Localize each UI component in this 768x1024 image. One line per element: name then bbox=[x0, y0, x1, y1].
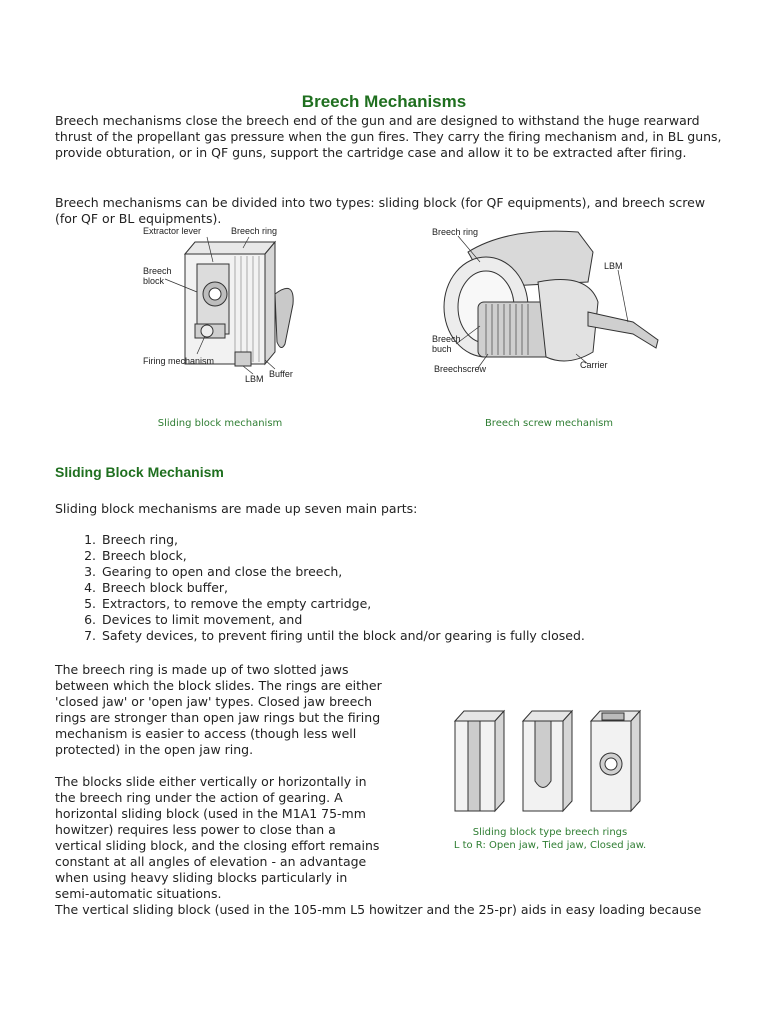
list-item: 7. Safety devices, to prevent firing until the block and/or gearing is fully closed. bbox=[100, 628, 720, 644]
caption-sliding-block: Sliding block mechanism bbox=[157, 418, 283, 429]
label-breech-ring: Breech ring bbox=[231, 226, 278, 236]
breech-rings-figure bbox=[450, 706, 650, 821]
caption-breech-screw: Breech screw mechanism bbox=[484, 418, 614, 429]
label-breech-bush-line1: Breech bbox=[432, 334, 461, 344]
breech-screw-figure bbox=[428, 222, 668, 382]
intro-paragraph-1: Breech mechanisms close the breech end of the gun and are designed to withstand the huge rearward thrust of the propellant gas pressure when the gun fires. They carry the firing mechanism and, in BL guns, provide obturation, or in QF guns, support the cartridge case and allow it to be extracted after firing. bbox=[55, 113, 722, 160]
label-carrier: Carrier bbox=[580, 360, 608, 370]
label-breech-block-line1: Breech bbox=[143, 266, 172, 276]
list-item: 3. Gearing to open and close the breech, bbox=[100, 564, 720, 580]
list-item: 5. Extractors, to remove the empty cartridge, bbox=[100, 596, 720, 612]
blocks-paragraph: The blocks slide either vertically or horizontally in the breech ring under the action of gearing. A horizontal sliding block (used in the M1A1 75-mm howitzer) requires less power to close than a vertical sliding block, and the closing effort remains constant at all angles of elevation - an advantage when using heavy sliding blocks particularly in semi-automatic situations. bbox=[55, 774, 380, 901]
label-firing-mechanism: Firing mechanism bbox=[143, 356, 215, 366]
label-buffer: Buffer bbox=[269, 369, 293, 379]
label-screw-breech-ring: Breech ring bbox=[432, 227, 479, 237]
section-heading: Sliding Block Mechanism bbox=[55, 464, 224, 480]
vertical-block-paragraph: The vertical sliding block (used in the 105-mm L5 howitzer and the 25-pr) aids in easy loading because bbox=[55, 902, 702, 917]
parts-list bbox=[55, 532, 720, 644]
page-title: Breech Mechanisms bbox=[301, 92, 467, 111]
list-item: 2. Breech block, bbox=[100, 548, 720, 564]
list-item: 1. Breech ring, bbox=[100, 532, 720, 548]
list-item: 6. Devices to limit movement, and bbox=[100, 612, 720, 628]
caption-breech-rings-line2: L to R: Open jaw, Tied jaw, Closed jaw. bbox=[453, 840, 647, 851]
caption-breech-rings bbox=[440, 826, 660, 852]
sliding-block-illustration bbox=[135, 224, 310, 389]
label-extractor-lever: Extractor lever bbox=[143, 226, 202, 236]
label-breech-block-line2: block bbox=[143, 276, 165, 286]
intro-paragraph-2: Breech mechanisms can be divided into two types: sliding block (for QF equipments), and breech screw (for QF or BL equipments). bbox=[55, 195, 706, 226]
list-item: 4. Breech block buffer, bbox=[100, 580, 720, 596]
caption-breech-rings-line1: Sliding block type breech rings bbox=[472, 827, 628, 838]
breech-ring-paragraph: The breech ring is made up of two slotted jaws between which the block slides. The rings are either 'closed jaw' or 'open jaw' types. Closed jaw breech rings are stronger than open jaw rings but the firing mechanism is easier to access (though less well protected) in the open jaw ring. bbox=[55, 662, 382, 757]
breech-rings-illustration bbox=[450, 706, 650, 821]
label-screw-lbm: LBM bbox=[604, 261, 623, 271]
label-breech-bush-line2: buch bbox=[432, 344, 452, 354]
section-intro: Sliding block mechanisms are made up seven main parts: bbox=[55, 501, 418, 516]
label-lbm: LBM bbox=[245, 374, 264, 384]
breech-screw-illustration bbox=[428, 222, 668, 382]
sliding-block-figure bbox=[135, 224, 310, 389]
label-breech-screw: Breechscrew bbox=[434, 364, 487, 374]
